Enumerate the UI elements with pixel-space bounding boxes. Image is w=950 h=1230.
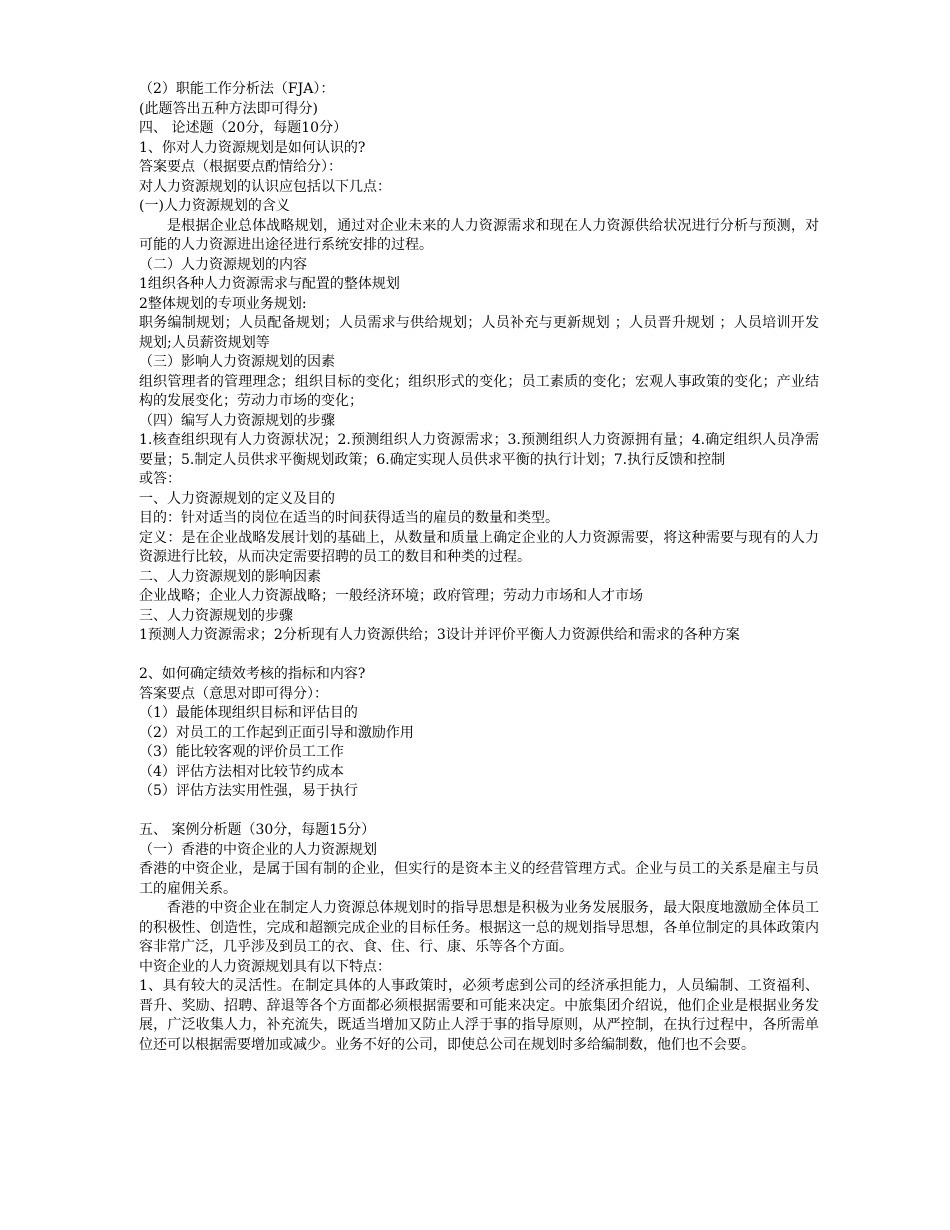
text-line: 对人力资源规划的认识应包括以下几点： — [139, 178, 391, 195]
paragraph: 1、具有较大的灵活性。在制定具体的人事政策时，必须考虑到公司的经济承担能力，人员编制、工资福利、晋升、奖励、招聘、辞退等各个方面都必须根据需要和可能来决定。中旅集团介绍说，他们企业是根据业务发展，广泛收集人力，补充流失，既适当增加又防止人浮于事的指导原则，从严控制，在执行过程中，各所需单位还可以根据需要增加或减少。业务不好的公司，即使总公司在规划时多给编制数，他们也不会要。 — [139, 978, 819, 1053]
paragraph: 香港的中资企业在制定人力资源总体规划时的指导思想是积极为业务发展服务，最大限度地激励全体员工的积极性、创造性，完成和超额完成企业的目标任务。根据这一总的规划指导思想，各单位制定的具体政策内容非常广泛，几乎涉及到员工的衣、食、住、行、康、乐等各个方面。 — [139, 900, 819, 955]
paragraph: 组织管理者的管理理念；组织目标的变化；组织形式的变化；员工素质的变化；宏观人事政策的变化；产业结构的发展变化；劳动力市场的变化； — [139, 373, 819, 409]
text-line: 企业战略；企业人力资源战略；一般经济环境；政府管理；劳动力市场和人才市场 — [139, 588, 643, 604]
paragraph: 1预测人力资源需求；2分析现有人力资源供给；3设计并评价平衡人力资源供给和需求的各种方案 — [139, 627, 740, 643]
subheading: 一、人力资源规划的定义及目的 — [139, 490, 335, 507]
text-line: (此题答出五种方法即可得分) — [139, 100, 318, 117]
text-line: 答案要点（意思对即可得分）： — [139, 685, 328, 702]
document-page — [139, 80, 819, 1055]
subheading: （一）香港的中资企业的人力资源规划 — [139, 841, 377, 858]
text-line: 1组织各种人力资源需求与配置的整体规划 — [139, 276, 400, 292]
list-item: （4）评估方法相对比较节约成本 — [139, 763, 344, 780]
subheading: （四）编写人力资源规划的步骤 — [139, 412, 335, 429]
section-heading: 五、 案例分析题（30分，每题15分） — [139, 822, 376, 838]
blank-line — [139, 802, 819, 822]
subheading: 二、人力资源规划的影响因素 — [139, 568, 321, 585]
text-line: 中资企业的人力资源规划具有以下特点： — [139, 958, 391, 975]
text-line: （2）职能工作分析法（FJA）： — [139, 81, 335, 97]
paragraph: 职务编制规划；人员配备规划；人员需求与供给规划；人员补充与更新规划 ；人员晋升规划 ；人员培训开发规划;人员薪资规划等 — [139, 315, 819, 351]
paragraph: 1.核查组织现有人力资源状况；2.预测组织人力资源需求；3.预测组织人力资源拥有量；4.确定组织人员净需要量；5.制定人员供求平衡规划政策；6.确定实现人员供求平衡的执行计划；7.执行反馈和控制 — [139, 432, 819, 468]
list-item: （5）评估方法实用性强，易于执行 — [139, 783, 358, 799]
paragraph: 香港的中资企业，是属于国有制的企业，但实行的是资本主义的经营管理方式。企业与员工的关系是雇主与员工的雇佣关系。 — [139, 861, 819, 897]
list-item: （1）最能体现组织目标和评估目的 — [139, 705, 358, 721]
paragraph: 定义：是在企业战略发展计划的基础上，从数量和质量上确定企业的人力资源需要，将这种需要与现有的人力资源进行比较，从而决定需要招聘的员工的数目和种类的过程。 — [139, 529, 819, 565]
subheading: （二）人力资源规划的内容 — [139, 256, 307, 273]
text-line: 目的：针对适当的岗位在适当的时间获得适当的雇员的数量和类型。 — [139, 510, 559, 526]
list-item: （3）能比较客观的评价员工工作 — [139, 744, 344, 760]
subheading: 三、人力资源规划的步骤 — [139, 607, 293, 624]
list-item: （2）对员工的工作起到正面引导和激励作用 — [139, 724, 414, 741]
text-line: 2整体规划的专项业务规划: — [139, 295, 307, 312]
section-heading: 四、 论述题（20分，每题10分） — [139, 120, 348, 136]
question-title: 2、如何确定绩效考核的指标和内容? — [139, 666, 366, 682]
question-title: 1、你对人力资源规划是如何认识的? — [139, 139, 366, 156]
paragraph: 是根据企业总体战略规划，通过对企业未来的人力资源需求和现在人力资源供给状况进行分析与预测，对可能的人力资源进出途径进行系统安排的过程。 — [139, 217, 819, 253]
blank-line — [139, 646, 819, 666]
text-line: 或答： — [139, 471, 181, 487]
text-line: 答案要点（根据要点酌情给分）： — [139, 159, 342, 175]
subheading: (一)人力资源规划的含义 — [139, 198, 290, 214]
subheading: （三）影响人力资源规划的因素 — [139, 354, 335, 370]
